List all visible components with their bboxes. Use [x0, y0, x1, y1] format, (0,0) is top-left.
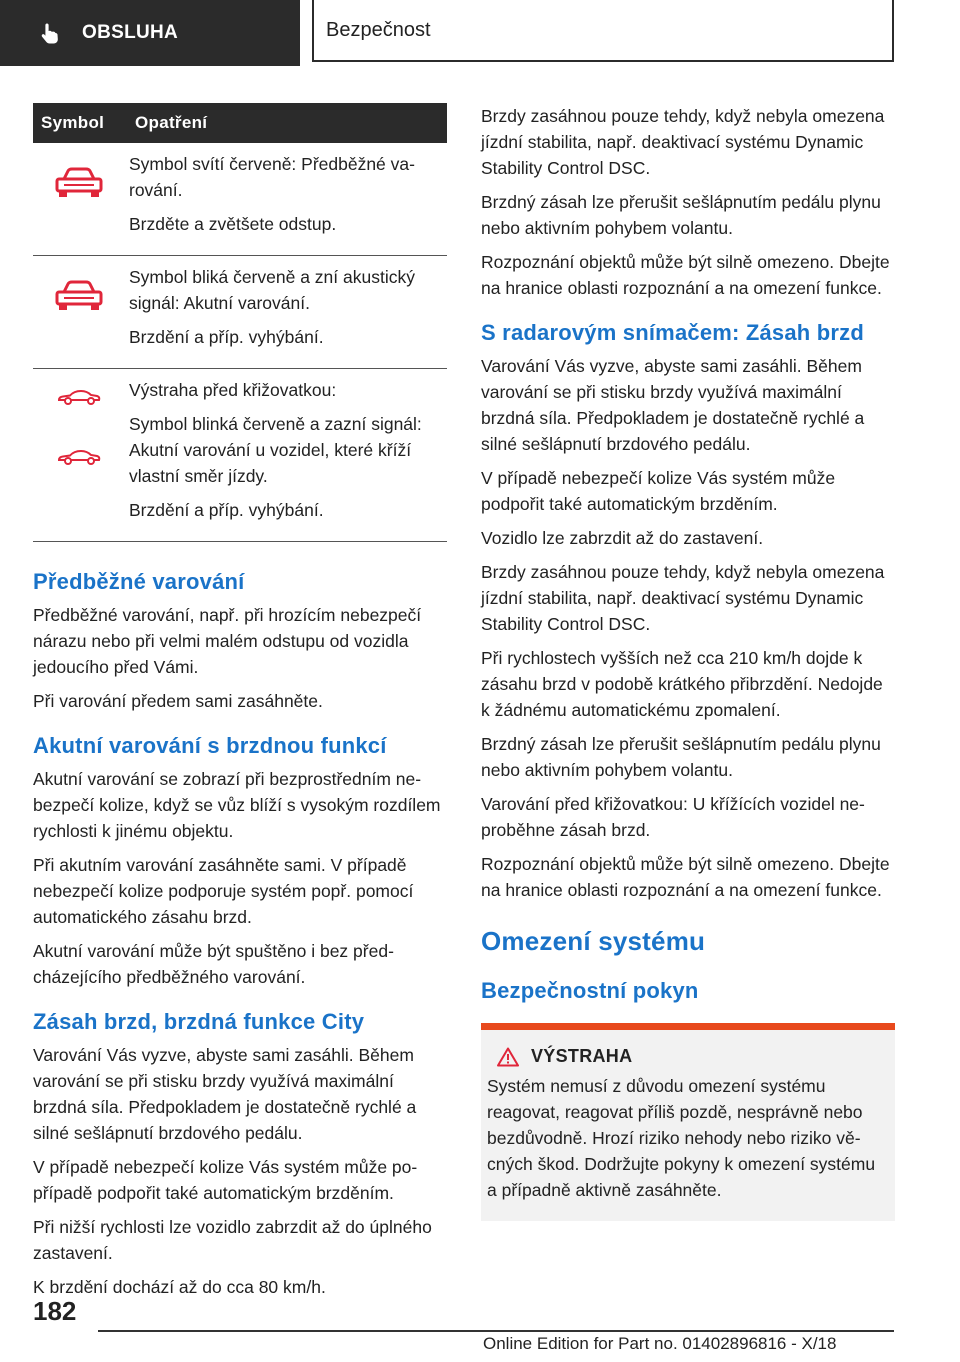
heading-zasah-brzd-city: Zásah brzd, brzdná funkce City: [33, 1009, 365, 1034]
footer-divider: [98, 1330, 894, 1332]
table-row: [33, 256, 447, 369]
action-cell: [127, 256, 447, 369]
car-front-red-icon: [54, 280, 104, 312]
warning-title: VÝSTRAHA: [531, 1046, 633, 1066]
paragraph: Brzdy zasáhnou pouze tehdy, když nebyla omezena jízdní stabilita, např. deaktivací systému Dynamic Stability Control DSC.: [481, 562, 885, 634]
paragraph: Varování před křižovatkou: U křížících vozidel neproběhne zásah brzd.: [481, 794, 865, 840]
action-line: Symbol bliká červeně a zní akustický signál: Akutní varování.: [129, 267, 415, 313]
action-cell: [127, 143, 447, 256]
action-line: Brzdění a příp. vyhýbání.: [129, 327, 324, 347]
paragraph: Vozidlo lze zabrzdit až do zastavení.: [481, 528, 764, 548]
warning-header: [487, 1046, 889, 1067]
action-line: Brzděte a zvětšete odstup.: [129, 214, 337, 234]
car-side-red-icon: [57, 449, 101, 465]
page-number: 182: [33, 1296, 77, 1326]
left-column: [33, 103, 447, 1308]
action-line: Výstraha před křižovatkou:: [129, 380, 337, 400]
car-front-red-icon: [54, 167, 104, 199]
paragraph: Brzdný zásah lze přerušit sešlápnutím pedálu plynu nebo aktivním pohybem volantu.: [481, 734, 881, 780]
right-column: [481, 103, 895, 1221]
heading-bezpecnostni-pokyn: Bezpečnostní pokyn: [481, 978, 699, 1003]
paragraph: Při nižší rychlosti lze vozidlo zabrzdit až do úplného zastavení.: [33, 1217, 432, 1263]
warning-text: Systém nemusí z důvodu omezení systému reagovat, reagovat příliš pozdě, nesprávně nebo bezdůvodně. Hrozí riziko nehody nebo riziko věcných škod. Dodržujte pokyny k omezení systému a případně aktivně zasáhněte.: [487, 1076, 876, 1200]
table-row: [33, 143, 447, 256]
heading-omezeni-systemu: Omezení systému: [481, 926, 706, 956]
paragraph: Rozpoznání objektů může být silně omezeno. Dbejte na hranice oblasti rozpoznání a na omezení funkce.: [481, 252, 890, 298]
heading-predbezne-varovani: Předběžné varování: [33, 569, 245, 594]
symbol-cell: [33, 143, 127, 256]
paragraph: Při akutním varování zasáhněte sami. V případě nebezpečí kolize podporuje systém popř. pomocí automatického zásahu brzd.: [33, 855, 414, 927]
paragraph: Předběžné varování, např. při hrozícím nebezpečí nárazu nebo při velmi malém odstupu od vozidla jedoucího před Vámi.: [33, 605, 422, 677]
col-action-header: Opatření: [127, 103, 447, 143]
chapter-title-box: [312, 0, 894, 62]
symbol-cell: [33, 256, 127, 369]
col-symbol-header: Symbol: [33, 103, 127, 143]
warning-box: [481, 1023, 895, 1221]
symbol-table-header: [33, 103, 447, 143]
paragraph: Akutní varování může být spuštěno i bez předcházejícího předběžného varování.: [33, 941, 394, 987]
paragraph: Rozpoznání objektů může být silně omezeno. Dbejte na hranice oblasti rozpoznání a na omezení funkce.: [481, 854, 890, 900]
paragraph: Akutní varování se zobrazí při bezprostředním nebezpečí kolize, když se vůz blíží s vysokým rozdílem rychlosti k jinému objektu.: [33, 769, 441, 841]
paragraph: Při rychlostech vyšších než cca 210 km/h dojde k zásahu brzd v podobě krátkého přibrzdění. Nedojde k žádnému automatickému zpomalení.: [481, 648, 883, 720]
section-label: OBSLUHA: [82, 22, 179, 43]
action-line: Symbol blinká červeně a zazní signál: Akutní varování u vozidel, které kříží vlastní směr jízdy.: [129, 414, 422, 486]
car-side-red-icon: [57, 389, 101, 405]
chapter-title: Bezpečnost: [326, 18, 431, 41]
symbol-table: [33, 103, 447, 542]
paragraph: Varování Vás vyzve, abyste sami zasáhli. Během varování se při stisku brzdy využívá maximální brzdná síla. Předpokladem je dostatečně rychlé a silné sešlápnutí brzdového pedálu.: [481, 356, 865, 454]
paragraph: Brzdný zásah lze přerušit sešlápnutím pedálu plynu nebo aktivním pohybem volantu.: [481, 192, 881, 238]
action-line: Brzdění a příp. vyhýbání.: [129, 500, 324, 520]
paragraph: Brzdy zasáhnou pouze tehdy, když nebyla omezena jízdní stabilita, např. deaktivací systému Dynamic Stability Control DSC.: [481, 106, 885, 178]
section-tab: [0, 0, 300, 66]
paragraph: K brzdění dochází až do cca 80 km/h.: [33, 1277, 326, 1297]
paragraph: Při varování předem sami zasáhněte.: [33, 691, 323, 711]
paragraph: Varování Vás vyzve, abyste sami zasáhli. Během varování se při stisku brzdy využívá maximální brzdná síla. Předpokladem je dostatečně rychlé a silné sešlápnutí brzdového pedálu.: [33, 1045, 417, 1143]
footer-edition: Online Edition for Part no. 01402896816 - X/18: [483, 1334, 837, 1353]
action-line: Symbol svítí červeně: Předběžné varování.: [129, 154, 415, 200]
heading-akutni-varovani: Akutní varování s brzdnou funkcí: [33, 733, 387, 758]
symbol-cell: [33, 369, 127, 542]
page-header: [0, 0, 960, 66]
action-cell: [127, 369, 447, 542]
heading-radarovy-snimac: S radarovým snímačem: Zásah brzd: [481, 320, 864, 345]
hand-pointer-icon: [38, 21, 62, 45]
paragraph: V případě nebezpečí kolize Vás systém může podpořit také automatickým brzděním.: [481, 468, 836, 514]
table-row: [33, 369, 447, 542]
paragraph: V případě nebezpečí kolize Vás systém může popřípadě podpořit také automatickým brzděním.: [33, 1157, 418, 1203]
warning-triangle-icon: [497, 1047, 519, 1067]
